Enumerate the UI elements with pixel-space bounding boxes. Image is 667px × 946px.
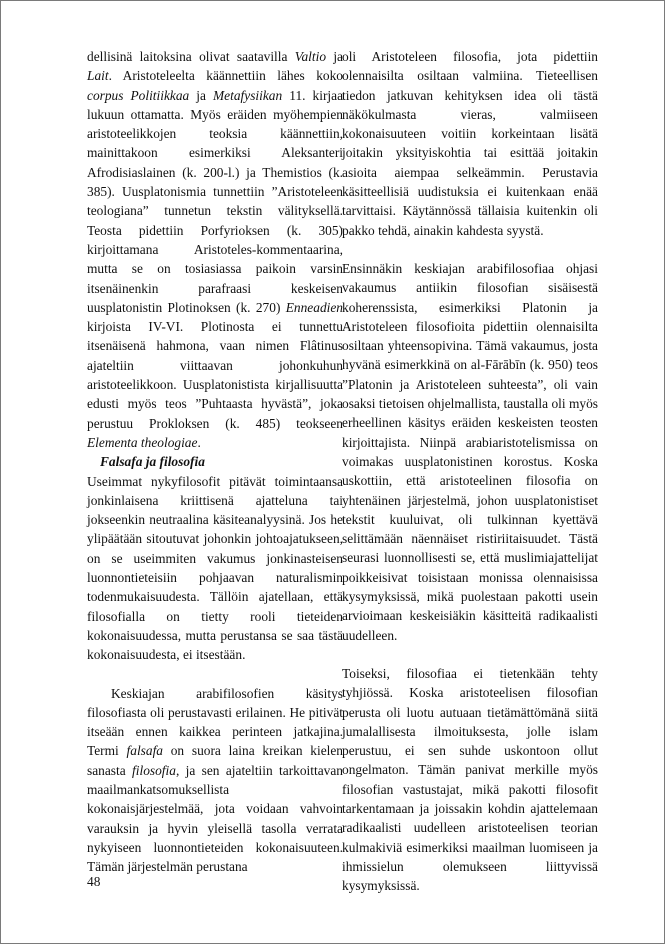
section-heading: Falsafa ja filosofia bbox=[100, 454, 205, 470]
paragraph-falsafa: Keskiajan arabifilosofien käsitys filosofiasta oli perustavasti erilainen. He pitivät itseään ennen kaikkea perinteen jatkajina. Termi falsafa on suora laina kreikan kielen sanasta filosofia, ja sen ajateltiin tarkoittavan maailmankatsomuksellista kokonaisjärjestelmää, jota voidaan vahvoin varauksin ja hyvin yleisellä tasolla verrata nykyiseen luonnontieteiden kokonaisuuteen. Tämän järjestelmän perustana bbox=[87, 685, 343, 875]
paragraph-sources: dellisinä laitoksina olivat saatavilla Valtio ja Lait. Aristoteleelta käännettiin lähes koko corpus Politiikkaa ja Metafysiikan 11. kirjaa lukuun ottamatta. Myös eräiden myöhempien aristoteelikkojen teoksia käännettiin, mainittakoon esimerkiksi Aleksanteri Afrodisiaslainen (k. 200-l.) ja Themistios (k. 385). Uusplatonismia tunnettiin ”Aristoteleen teologiana” tunnetun tekstin välityksellä. Teosta pidettiin Porfyrioksen (k. 305) kirjoittamana Aristoteles-kommentaarina, mutta se on tosiasiassa paikoin varsin itsenäinenkin parafraasi keskeisen uusplatonistin Plotinoksen (k. 270) Enneadien kirjoista IV-VI. Plotinosta ei tunnettu itsenäisenä hahmona, vaan nimen Flâtinus ajateltiin viittaavan johonkuhun aristoteelikkoon. Uusplatonistista kirjallisuutta edusti myös teos ”Puhtaasta hyvästä”, joka perustuu Prokloksen (k. 485) teokseen Elementa theologiae. bbox=[87, 49, 344, 450]
paragraph-second-reason: Toiseksi, filosofiaa ei tietenkään tehty tyhjiössä. Koska aristoteelisen filosofian perusta oli luotu autuaan tietämättömänä siitä jumalallisesta ilmoituksesta, jolle islam perustuu, ei sen suhde uskontoon ollut ongelmaton. Tämän panivat merkille myös filosofian vastustajat, mikä pakotti filosofit tarkentamaan ja joissakin kohdin ajattelemaan radikaalisti uudelleen aristoteelisen teorian kulmakiviä esimerkiksi maailman luomiseen ja ihmissielun olemukseen liittyvissä kysymyksissä. bbox=[342, 665, 598, 894]
page-number: 48 bbox=[87, 874, 101, 889]
paragraph-modern-philosophy: Useimmat nykyfilosofit pitävät toimintaansa jonkinlaisena kriittisenä ajatteluna tai jokseenkin neutraalina käsiteanalyysinä. Jos he ylipäätään sitoutuvat johonkin johtoajatukseen, on se useimmiten vakumus jonkinasteisen luonnontieteisiin pohjaavan naturalismin todenmukaisuudesta. Tällöin ajatellaan, että filosofialla on tietty rooli tieteiden kokonaisuudessa, mutta perustansa se saa tästä kokonaisuudesta, ei itsestään. bbox=[87, 473, 343, 663]
right-column bbox=[342, 47, 598, 895]
paragraph-first-reason: Ensinnäkin keskiajan arabifilosofiaa ohjasi vakaumus antiikin filosofian sisäisestä koherenssista, esimerkiksi Platonin ja Aristoteleen filosofioita pidettiin olennaisilta osiltaan yhteensopivina. Tämä vakaumus, josta hyvänä esimerkkinä on al-Fārābīn (k. 950) teos ”Platonin ja Aristoteleen suhteesta”, oli vain osaksi tietoisen ohjelmallista, taustalla oli myös erheellinen käsitys eräiden keskeisten teosten kirjoittajista. Niinpä arabiaristotelismissa on voimakas uusplatonistinen korostus. Koska uskottiin, että aristoteelinen filosofia on yhtenäinen järjestelmä, johon uusplatonistiset tekstit kuuluivat, oli tulkinnan kyettävä selittämään näennäiset ristiriitaisuudet. Tästä seurasi luonnollisesti se, että muslimiajattelijat poikkeisivat toisistaan monissa olennaisissa kysymyksissä, mikä puolestaan pakotti usein arvioimaan keskeisiäkin käsitteitä radikaalisti uudelleen. bbox=[342, 260, 598, 643]
paragraph-aristotle-basis: oli Aristoteleen filosofia, jota pidettiin olennaisilta osiltaan valmiina. Tieteellisen tiedon jatkuvan kehityksen idea oli tästä näkökulmasta vieras, valmiiseen kokonaisuuteen voitiin korkeintaan lisätä joitakin yksityiskohtia tai esittää joitakin asioita aiempaa selkeämmin. Perustavia käsitteellisiä uudistuksia ei kuitenkaan enää tarvittaisi. Käytännössä tällaisia kuitenkin oli pakko tehdä, ainakin kahdesta syystä. bbox=[342, 49, 598, 238]
left-column bbox=[87, 47, 343, 876]
